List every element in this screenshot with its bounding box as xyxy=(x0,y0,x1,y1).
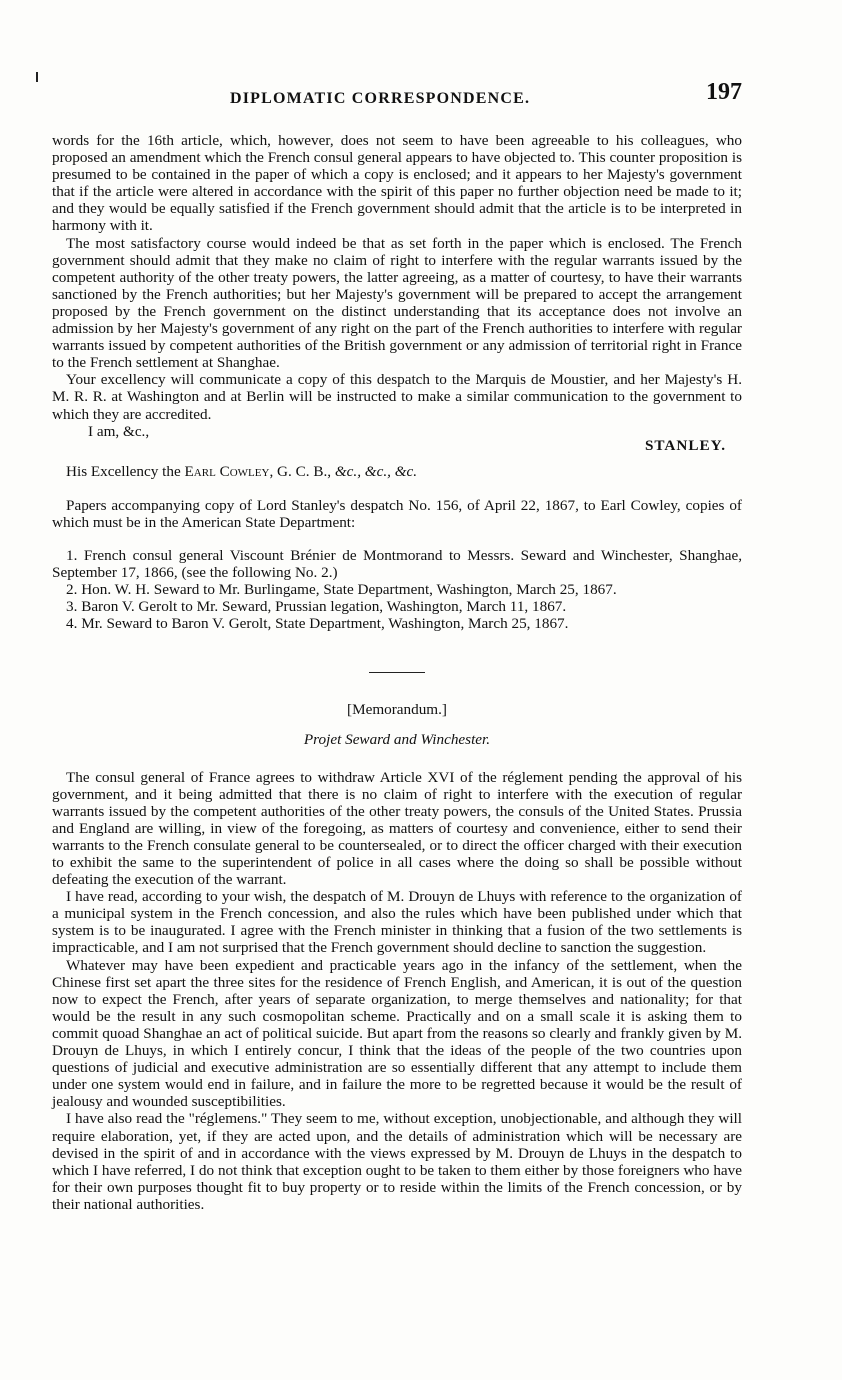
memorandum-paragraph: I have also read the "réglemens." They seem to me, without exception, unobjectionable, and although they will require elaboration, yet, if they are acted upon, and the details of administration which will be necessary are devised in the spirit of and in accordance with the views expressed by M. Drouyn de Lhuys in the despatch to which I have referred, I do not think that exception ought to be taken to them either by those foreigners who have for their own purposes thought fit to buy property or to reside within the limits of the French concession, or by their national authorities. xyxy=(52,1110,742,1213)
memorandum-paragraph: The consul general of France agrees to withdraw Article XVI of the réglement pending the approval of his government, and it being admitted that there is no claim of right to interfere with the execution of regular warrants issued by the competent authorities of the other treaty powers, the consuls of the United States. Prussia and England are willing, in view of the foregoing, as matters of courtesy and convenience, either to send their warrants to the French consulate general to be countersealed, or to direct the officer charged with their execution to exhibit the same to the superintendent of police in all cases where the doing so shall be possible without defeating the execution of the warrant. xyxy=(52,768,742,889)
running-title: DIPLOMATIC CORRESPONDENCE. xyxy=(230,90,531,107)
letter-body xyxy=(52,132,742,423)
papers-intro: Papers accompanying copy of Lord Stanley's despatch No. 156, of April 22, 1867, to Earl Cowley, copies of which must be in the American State Department: xyxy=(52,496,742,531)
closing-block xyxy=(52,423,742,459)
enclosure-item: 3. Baron V. Gerolt to Mr. Seward, Prussian legation, Washington, March 11, 1867. xyxy=(66,598,567,616)
signature: STANLEY. xyxy=(644,436,726,454)
page-header xyxy=(52,78,742,112)
addressee-etc: &c., &c., &c. xyxy=(334,462,418,480)
addressee-suffix: , G. C. B., xyxy=(269,462,332,480)
addressee-line xyxy=(52,463,742,480)
addressee-name: Earl Cowley xyxy=(184,462,270,480)
page-number: 197 xyxy=(706,79,742,105)
enclosure-item: 4. Mr. Seward to Baron V. Gerolt, State Department, Washington, March 25, 1867. xyxy=(66,615,569,633)
addressee-prefix: His Excellency the xyxy=(66,462,181,480)
section-divider xyxy=(369,672,425,673)
memorandum-title: [Memorandum.] xyxy=(347,701,447,719)
closing: I am, &c., xyxy=(88,422,150,440)
margin-mark xyxy=(36,72,38,82)
memorandum-subtitle: Projet Seward and Winchester. xyxy=(303,731,491,749)
document-page xyxy=(52,78,742,1213)
memorandum-paragraph: I have read, according to your wish, the despatch of M. Drouyn de Lhuys with reference to the organization of a municipal system in the French concession, and also the rules which have been published under which that system is to be inaugurated. I agree with the French minister in thinking that a fusion of the two settlements is impracticable, and I am not surprised that the French government should decline to sanction the suggestion. xyxy=(52,888,742,957)
enclosure-list xyxy=(52,547,742,632)
letter-paragraph: Your excellency will communicate a copy of this despatch to the Marquis de Moustier, and her Majesty's H. M. R. R. at Washington and at Berlin will be instructed to make a similar communication to the government to which they are accredited. xyxy=(52,371,742,423)
memorandum-body xyxy=(52,769,742,1213)
enclosure-item: 1. French consul general Viscount Brénier de Montmorand to Messrs. Seward and Winchester, Shanghae, September 17, 1866, (see the following No. 2.) xyxy=(52,546,742,581)
memorandum-paragraph: Whatever may have been expedient and practicable years ago in the infancy of the settlement, when the Chinese first set apart the three sites for the residence of French English, and American, it is out of the question now to expect the French, after years of separate organization, to merge themselves and nationality; for that would be the result in any such cosmopolitan scheme. Practically and on a small scale it is asking them to commit quoad Shanghae an act of political suicide. But apart from the reasons so clearly and frankly given by M. Drouyn de Lhuys, in which I entirely concur, I think that the ideas of the people of the two countries upon questions of judicial and executive administration are so essentially different that any attempt to include them under one system would end in failure, and in failure the more to be regretted because it would be the result of jealousy and wounded susceptibilities. xyxy=(52,956,742,1111)
enclosure-item: 2. Hon. W. H. Seward to Mr. Burlingame, State Department, Washington, March 25, 1867. xyxy=(66,581,617,599)
letter-paragraph: The most satisfactory course would indeed be that as set forth in the paper which is enclosed. The French government should admit that they make no claim of right to interfere with the regular warrants issued by the competent authority of the other treaty powers, the latter agreeing, as a matter of courtesy, to have their warrants sanctioned by the French authorities; but her Majesty's government will be prepared to accept the arrangement proposed by the French government on the distinct understanding that its acceptance does not involve an admission by her Majesty's government of any right on the part of the French authorities to interfere with regular warrants issued by competent authorities of the British government or any admission of territorial right in France to the French settlement at Shanghae. xyxy=(52,234,742,372)
letter-paragraph: words for the 16th article, which, however, does not seem to have been agreeable to his colleagues, who proposed an amendment which the French consul general appears to have objected to. This counter proposition is presumed to be contained in the paper of which a copy is enclosed; and it appears to her Majesty's government that if the article were altered in accordance with the spirit of this paper no further objection need be made to it; and they would be equally satisfied if the French government should admit that the article is to be interpreted in harmony with it. xyxy=(52,132,742,235)
